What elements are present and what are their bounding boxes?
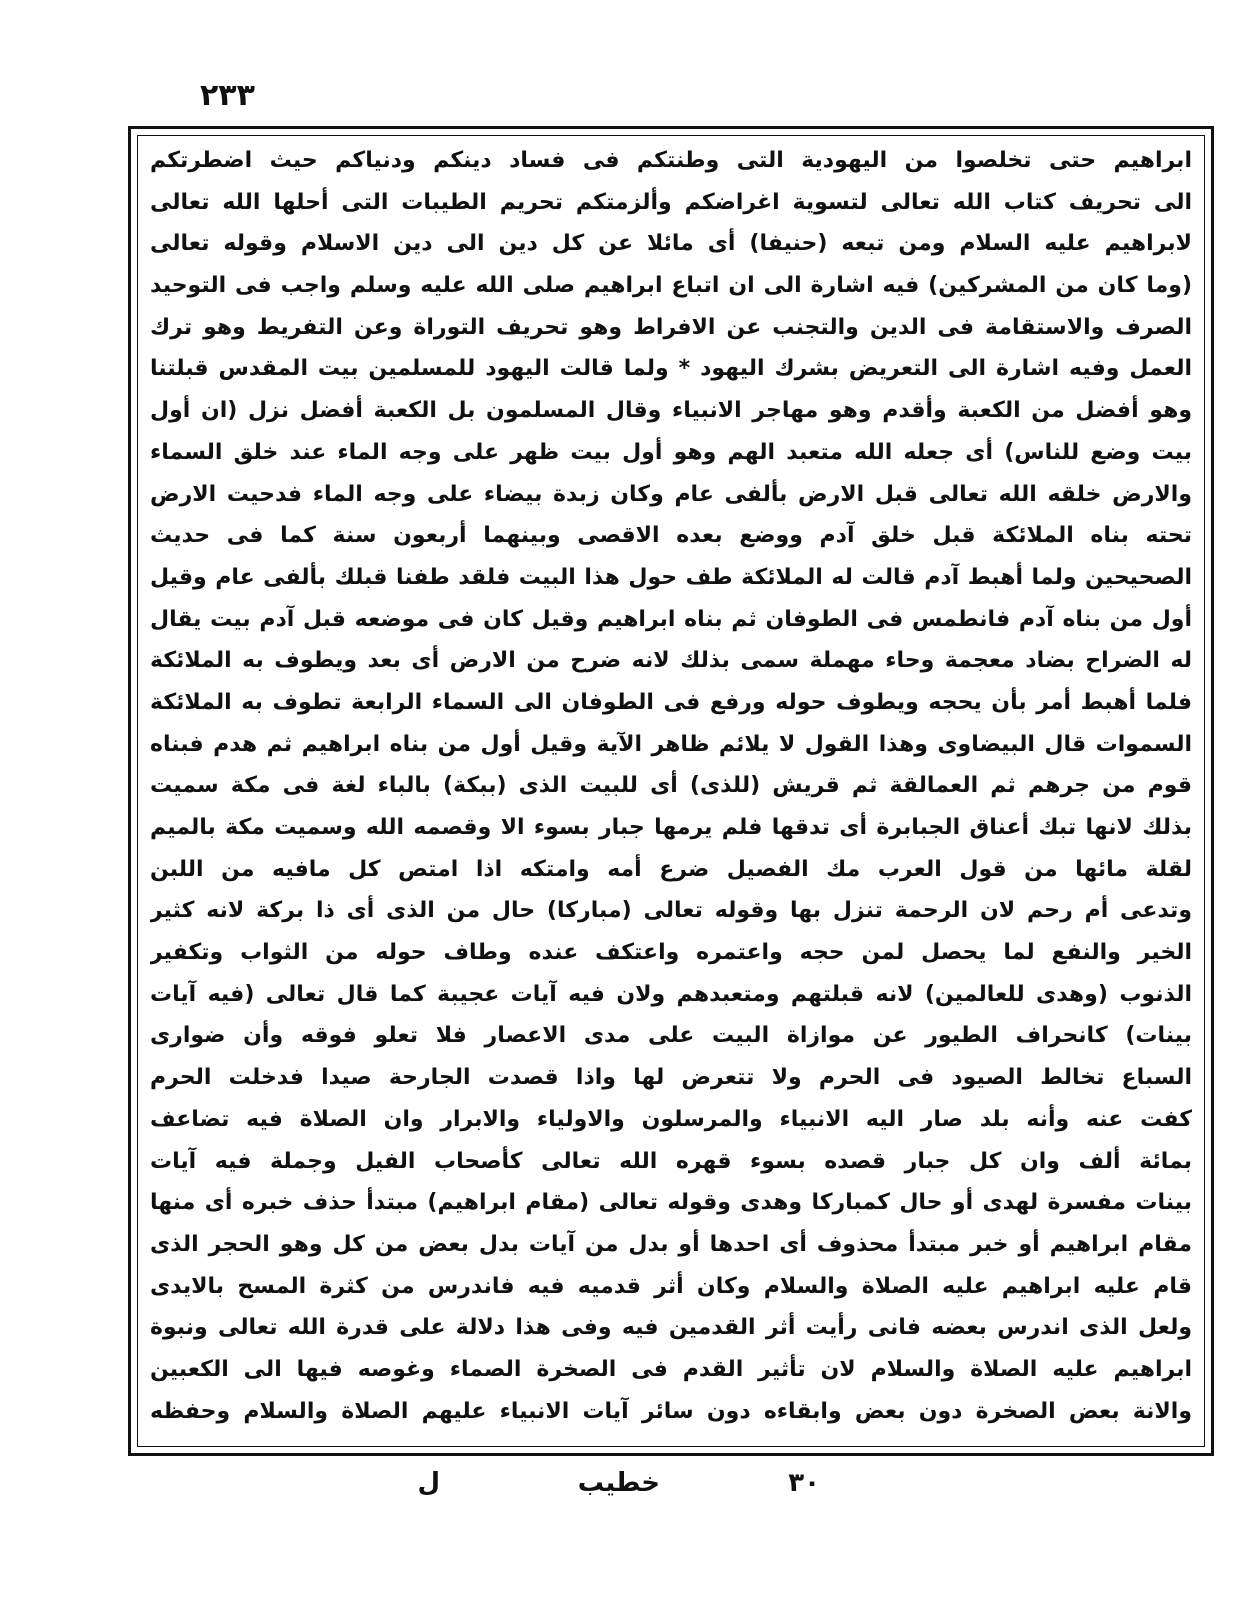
- text-line: السباع تخالط الصيود فى الحرم ولا تتعرض لها واذا قصدت الجارحة صيدا فدخلت الحرم: [150, 1065, 1192, 1091]
- text-line: قام عليه ابراهيم عليه الصلاة والسلام وكان أثر قدميه فيه فاندرس من كثرة المسح بالايدى: [150, 1273, 1192, 1299]
- text-line: بمائة ألف وان كل جبار قصده بسوء قهره الله تعالى كأصحاب الفيل وجملة فيه آيات: [150, 1148, 1192, 1174]
- signature-footer: [400, 1468, 840, 1508]
- text-line: ابراهيم حتى تخلصوا من اليهودية التى وطنتكم فى فساد دينكم ودنياكم حيث اضطرتكم: [150, 148, 1192, 173]
- commentary-text-block: [150, 140, 1192, 1442]
- text-line: لابراهيم عليه السلام ومن تبعه (حنيفا) أى مائلا عن كل دين الى دين الاسلام وقوله تعالى: [150, 231, 1192, 257]
- text-line: له الضراح بضاد معجمة وحاء مهملة سمى بذلك لانه ضرح من الارض أى بعد ويطوف به الملائكة: [150, 648, 1192, 674]
- text-line: بينات) كانحراف الطيور عن موازاة البيت على مدى الاعصار فلا تعلو فوقه وأن ضوارى: [150, 1023, 1192, 1049]
- text-line: قوم من جرهم ثم العمالقة ثم قريش (للذى) أى للبيت الذى (ببكة) بالباء لغة فى مكة سميت: [150, 773, 1192, 799]
- text-line: الخير والنفع لما يحصل لمن حجه واعتمره واعتكف عنده وطاف حوله من الثواب وتكفير: [150, 940, 1192, 966]
- page-number: ٢٣٣: [200, 78, 255, 113]
- text-line: بذلك لانها تبك أعناق الجبابرة أى تدقها فلم يرمها جبار بسوء الا وقصمه الله وسميت مكة بالميم: [150, 815, 1192, 840]
- text-line: والارض خلقه الله تعالى قبل الارض بألفى عام وكان زبدة بيضاء على وجه الماء فدحيت الارض: [150, 481, 1192, 507]
- text-line: كفت عنه وأنه بلد صار اليه الانبياء والمرسلون والاولياء والابرار وان الصلاة فيه تضاعف: [150, 1106, 1192, 1132]
- text-line: السموات قال البيضاوى وهذا القول لا يلائم ظاهر الآية وقيل أول من بناه ابراهيم ثم هدم فبناه: [150, 731, 1192, 757]
- signature-word: خطيب: [577, 1468, 660, 1498]
- text-line: مقام ابراهيم أو خبر مبتدأ محذوف أى احدها أو بدل من آيات بدل بعض من كل وهو الحجر الذى: [150, 1231, 1192, 1257]
- text-line: ولعل الذى اندرس بعضه فانى رأيت أثر القدمين فيه وفى هذا دلالة على قدرة الله تعالى ونبوة: [150, 1315, 1192, 1341]
- text-line: الذنوب (وهدى للعالمين) لانه قبلتهم ومتعبدهم ولان فيه آيات عجيبة كما قال تعالى (فيه آيات: [150, 981, 1192, 1007]
- text-line: الى تحريف كتاب الله تعالى لتسوية اغراضكم وألزمتكم تحريم الطيبات التى أحلها الله تعالى: [150, 189, 1192, 215]
- text-line: لقلة مائها من قول العرب مك الفصيل ضرع أمه وامتكه اذا امتص كل مافيه من اللبن: [150, 856, 1192, 882]
- signature-letter: ل: [417, 1468, 440, 1498]
- text-line: الصرف والاستقامة فى الدين والتجنب عن الافراط وهو تحريف التوراة وعن التفريط وهو ترك: [150, 314, 1192, 340]
- text-line: بيت وضع للناس) أى جعله الله متعبد الهم وهو أول بيت ظهر على وجه الماء عند خلق السماء: [150, 439, 1192, 465]
- text-line: وهو أفضل من الكعبة وأقدم وهو مهاجر الانبياء وقال المسلمون بل الكعبة أفضل نزل (ان أول: [150, 398, 1192, 424]
- signature-number: ٣٠: [788, 1468, 820, 1498]
- text-line: فلما أهبط أمر بأن يحجه ويطوف حوله ورفع فى الطوفان الى السماء الرابعة تطوف به الملائكة: [150, 689, 1192, 715]
- text-line: تحته بناه الملائكة قبل خلق آدم ووضع بعده الاقصى وبينهما أربعون سنة كما فى حديث: [150, 523, 1192, 549]
- text-line: ابراهيم عليه الصلاة والسلام لان تأثير القدم فى الصخرة الصماء وغوصه فيها الى الكعبين: [150, 1356, 1192, 1382]
- text-line: بينات مفسرة لهدى أو حال كمباركا وهدى وقوله تعالى (مقام ابراهيم) مبتدأ حذف خبره أى منها: [150, 1190, 1192, 1216]
- text-line: الصحيحين ولما أهبط آدم قالت له الملائكة طف حول هذا البيت فلقد طفنا قبلك بألفى عام وقيل: [150, 564, 1192, 590]
- text-line: وتدعى أم رحم لان الرحمة تنزل بها وقوله تعالى (مباركا) حال من الذى أى ذا بركة لانه كثير: [150, 898, 1192, 924]
- text-line: العمل وفيه اشارة الى التعريض بشرك اليهود * ولما قالت اليهود للمسلمين بيت المقدس قبلتنا: [150, 356, 1192, 382]
- text-line: (وما كان من المشركين) فيه اشارة الى ان اتباع ابراهيم صلى الله عليه وسلم واجب فى التوحيد: [150, 273, 1192, 299]
- text-line: والانة بعض الصخرة دون بعض وابقاءه دون سائر آيات الانبياء عليهم الصلاة والسلام وحفظه: [150, 1398, 1192, 1424]
- text-line: أول من بناه آدم فانطمس فى الطوفان ثم بناه ابراهيم وقيل كان فى موضعه قبل آدم بيت يقال: [150, 606, 1192, 632]
